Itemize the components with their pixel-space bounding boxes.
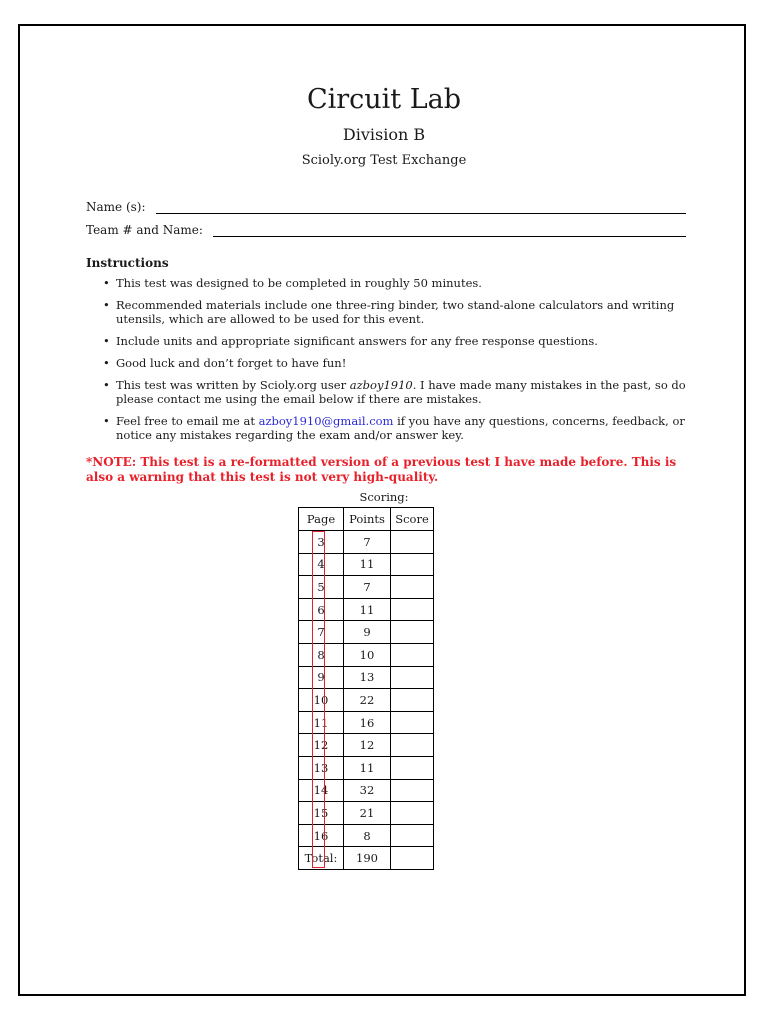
- page-number: 4: [299, 553, 344, 576]
- page-number: 6: [299, 598, 344, 621]
- table-row: [299, 824, 434, 847]
- page-number: 14: [299, 779, 344, 802]
- table-row: [299, 711, 434, 734]
- score-cell[interactable]: [391, 621, 434, 644]
- page-number: 5: [299, 576, 344, 599]
- table-row: [299, 621, 434, 644]
- table-row: [299, 779, 434, 802]
- points-value: 10: [344, 643, 391, 666]
- total-label: Total:: [299, 847, 344, 870]
- score-cell[interactable]: [391, 598, 434, 621]
- points-value: 11: [344, 756, 391, 779]
- score-cell[interactable]: [391, 711, 434, 734]
- header-page: Page: [299, 508, 344, 531]
- total-score-cell[interactable]: [391, 847, 434, 870]
- points-value: 13: [344, 666, 391, 689]
- score-cell[interactable]: [391, 553, 434, 576]
- page-number: 3: [299, 531, 344, 554]
- division-label: Division B: [342, 125, 426, 144]
- table-row: [299, 531, 434, 554]
- table-row: [299, 643, 434, 666]
- score-cell[interactable]: [391, 802, 434, 825]
- total-row: [299, 847, 434, 870]
- points-value: 8: [344, 824, 391, 847]
- team-line[interactable]: [213, 226, 686, 237]
- instruction-item: • This test was designed to be completed in roughly 50 minutes.: [103, 276, 482, 290]
- instructions-list: [96, 276, 686, 442]
- instruction-item: • Good luck and don’t forget to have fun!: [103, 356, 347, 370]
- points-value: 7: [344, 531, 391, 554]
- score-cell[interactable]: [391, 734, 434, 757]
- header-points: Points: [344, 508, 391, 531]
- instruction-item: • This test was written by Scioly.org user azboy1910. I have made many mistakes in the past, so do please contact me using the email below if there are mistakes.: [103, 378, 686, 406]
- email-link[interactable]: azboy1910@gmail.com: [258, 414, 394, 428]
- points-value: 11: [344, 598, 391, 621]
- scoring-table: [298, 507, 434, 870]
- table-row: [299, 576, 434, 599]
- team-label: Team # and Name:: [86, 223, 203, 237]
- score-cell[interactable]: [391, 643, 434, 666]
- bullet-icon: •: [103, 276, 110, 290]
- points-value: 7: [344, 576, 391, 599]
- total-points: 190: [344, 847, 391, 870]
- instruction-item: • Recommended materials include one three-ring binder, two stand-alone calculators and writing utensils, which are allowed to be used for this event.: [103, 298, 675, 326]
- score-cell[interactable]: [391, 756, 434, 779]
- score-cell[interactable]: [391, 779, 434, 802]
- bullet-icon: •: [103, 298, 110, 312]
- source-label: Scioly.org Test Exchange: [301, 153, 467, 168]
- bullet-icon: •: [103, 378, 110, 392]
- points-value: 9: [344, 621, 391, 644]
- scoring-caption: Scoring:: [359, 490, 409, 504]
- page-number: 13: [299, 756, 344, 779]
- instruction-item: • Feel free to email me at azboy1910@gmail.com if you have any questions, concerns, feedback, or notice any mistakes regarding the exam and/or answer key.: [103, 414, 685, 442]
- points-value: 12: [344, 734, 391, 757]
- bullet-icon: •: [103, 356, 110, 370]
- page-number: 8: [299, 643, 344, 666]
- score-cell[interactable]: [391, 689, 434, 712]
- page-title: Circuit Lab: [306, 84, 462, 115]
- table-row: [299, 756, 434, 779]
- page-number: 9: [299, 666, 344, 689]
- name-field[interactable]: [86, 200, 686, 214]
- instruction-item: • Include units and appropriate significant answers for any free response questions.: [103, 334, 598, 348]
- page-number: 10: [299, 689, 344, 712]
- page-number: 15: [299, 802, 344, 825]
- author-username: azboy1910: [349, 378, 413, 392]
- points-value: 32: [344, 779, 391, 802]
- instructions-heading: Instructions: [86, 256, 169, 270]
- header-score: Score: [391, 508, 434, 531]
- points-value: 22: [344, 689, 391, 712]
- name-label: Name (s):: [86, 200, 146, 214]
- table-row: [299, 553, 434, 576]
- table-row: [299, 598, 434, 621]
- name-line[interactable]: [156, 203, 686, 214]
- page-number: 16: [299, 824, 344, 847]
- score-cell[interactable]: [391, 531, 434, 554]
- table-row: [299, 734, 434, 757]
- score-cell[interactable]: [391, 576, 434, 599]
- points-value: 11: [344, 553, 391, 576]
- team-field[interactable]: [86, 223, 686, 237]
- table-row: [299, 802, 434, 825]
- bullet-icon: •: [103, 414, 110, 428]
- table-row: [299, 666, 434, 689]
- warning-note: *NOTE: This test is a re-formatted version of a previous test I have made before. This is also a warning that this test is not very high-quality.: [86, 455, 677, 484]
- points-value: 16: [344, 711, 391, 734]
- score-cell[interactable]: [391, 824, 434, 847]
- points-value: 21: [344, 802, 391, 825]
- bullet-icon: •: [103, 334, 110, 348]
- score-cell[interactable]: [391, 666, 434, 689]
- page-number: 11: [299, 711, 344, 734]
- table-row: [299, 689, 434, 712]
- page-number: 12: [299, 734, 344, 757]
- page-number: 7: [299, 621, 344, 644]
